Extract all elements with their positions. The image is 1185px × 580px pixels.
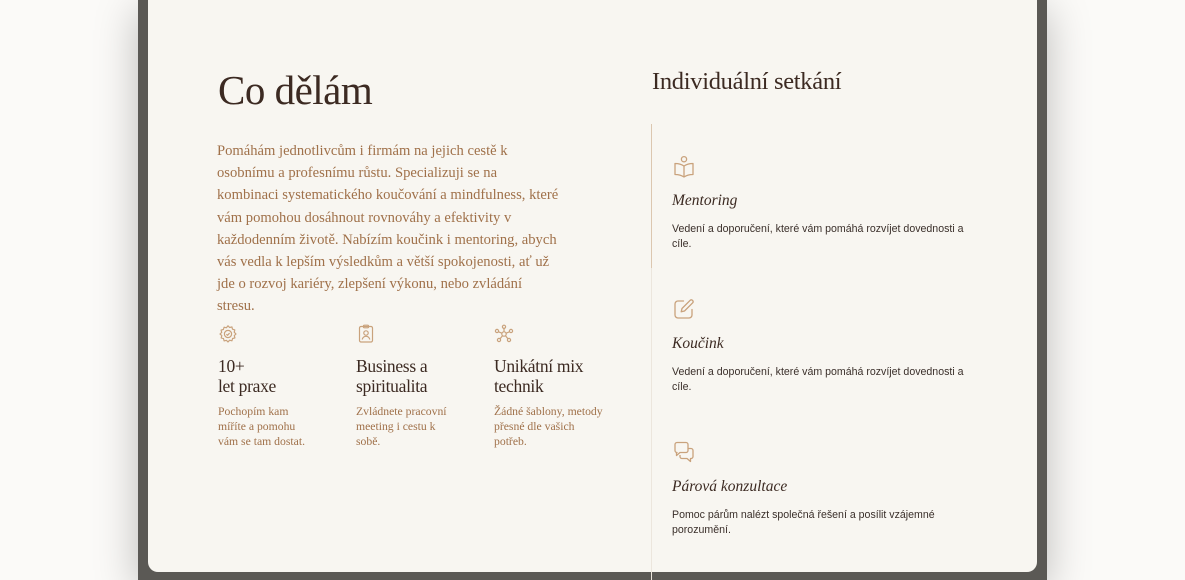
service-description: Vedení a doporučení, které vám pomáhá rozvíjet dovednosti a cíle.	[672, 223, 964, 250]
feature-description: Zvládnete pracovní meeting i cestu k sobě.	[356, 405, 447, 448]
feature-description: Pochopím kam míříte a pomohu vám se tam dostat.	[218, 405, 305, 448]
service-description: Vedení a doporučení, které vám pomáhá rozvíjet dovednosti a cíle.	[672, 366, 964, 393]
feature-business-spirituality	[356, 324, 476, 449]
service-title: Mentoring	[672, 192, 738, 209]
edit-icon	[672, 297, 696, 321]
service-coaching[interactable]	[672, 297, 992, 395]
feature-title: Unikátní mix technik	[494, 356, 584, 396]
service-couples-consultation[interactable]	[672, 440, 992, 538]
individual-sessions-title: Individuální setkání	[652, 68, 842, 95]
service-title: Párová konzultace	[672, 478, 788, 495]
id-badge-icon	[356, 324, 376, 344]
service-mentoring[interactable]	[672, 154, 992, 252]
section-title: Co dělám	[218, 67, 373, 113]
column-divider	[651, 268, 652, 580]
feature-unique-mix	[494, 324, 614, 449]
active-tab-indicator	[651, 124, 652, 268]
service-description: Pomoc párům nalézt společná řešení a posílit vzájemné porozumění.	[672, 509, 935, 536]
chat-bubbles-icon	[672, 440, 696, 464]
feature-experience	[218, 324, 338, 449]
network-icon	[494, 324, 514, 344]
feature-title: 10+ let praxe	[218, 356, 277, 396]
gear-icon	[218, 324, 238, 344]
feature-description: Žádné šablony, metody přesné dle vašich potřeb.	[494, 405, 603, 448]
feature-title: Business a spiritualita	[356, 356, 428, 396]
intro-paragraph: Pomáhám jednotlivcům i firmám na jejich cestě k osobnímu a profesnímu růstu. Specializuji se na kombinaci systematického koučování a mindfulness, které vám pomohou dosáhnout rovnováhy a efektivity v každodenním životě. Nabízím koučink i mentoring, abych vás vedla k lepším výsledkům a větší spokojenosti, ať už jde o rozvoj kariéry, zlepšení výkonu, nebo zvládání stresu.	[217, 143, 559, 315]
open-book-person-icon	[672, 154, 696, 178]
service-title: Koučink	[672, 335, 724, 352]
